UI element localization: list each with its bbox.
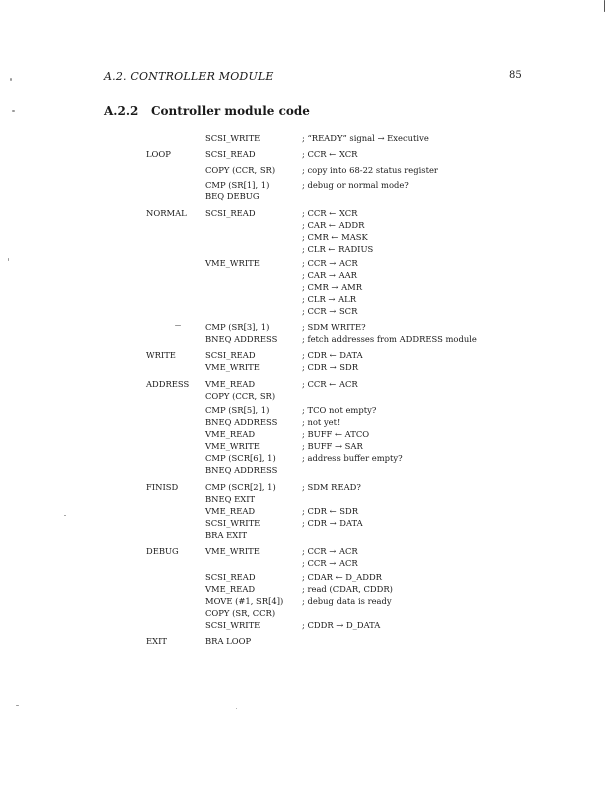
code-comment: ; not yet! bbox=[302, 417, 341, 427]
code-comment: ; CDR → SDR bbox=[302, 362, 359, 372]
scan-speck bbox=[604, 0, 605, 12]
code-instruction: VME_WRITE bbox=[205, 258, 260, 268]
code-instruction: BEQ DEBUG bbox=[205, 191, 260, 201]
code-instruction: COPY (CCR, SR) bbox=[205, 391, 276, 401]
code-instruction: CMP (SCR[2], 1) bbox=[205, 482, 276, 492]
code-comment: ; CCR ← XCR bbox=[302, 208, 358, 218]
code-instruction: BNEQ EXIT bbox=[205, 494, 256, 504]
code-instruction: BNEQ ADDRESS bbox=[205, 417, 278, 427]
code-comment: ; CDR ← SDR bbox=[302, 506, 359, 516]
code-comment: ; debug or normal mode? bbox=[302, 180, 409, 190]
code-comment: ; CLR → ALR bbox=[302, 294, 357, 304]
scan-speck bbox=[16, 705, 19, 706]
section-heading bbox=[104, 104, 310, 118]
code-instruction: BNEQ ADDRESS bbox=[205, 334, 278, 344]
code-instruction: SCSI_WRITE bbox=[205, 518, 261, 528]
code-instruction: BNEQ ADDRESS bbox=[205, 465, 278, 475]
code-comment: ; CCR ← ACR bbox=[302, 379, 358, 389]
section-number: A.2.2 bbox=[104, 104, 139, 118]
code-comment: ; read (CDAR, CDDR) bbox=[302, 584, 393, 594]
code-comment: ; CCR → ACR bbox=[302, 546, 358, 556]
scan-speck bbox=[12, 110, 15, 112]
code-comment: ; SDM READ? bbox=[302, 482, 361, 492]
code-comment: ; CCR ← XCR bbox=[302, 149, 358, 159]
code-instruction: VME_READ bbox=[205, 429, 256, 439]
code-comment: ; CDR ← DATA bbox=[302, 350, 363, 360]
code-label: LOOP bbox=[146, 149, 171, 159]
code-comment: ; CLR ← RADIUS bbox=[302, 244, 374, 254]
code-instruction: MOVE (#1, SR[4]) bbox=[205, 596, 284, 606]
code-instruction: CMP (SR[5], 1) bbox=[205, 405, 270, 415]
code-instruction: COPY (SR, CCR) bbox=[205, 608, 276, 618]
code-label: EXIT bbox=[146, 636, 167, 646]
code-instruction: BRA LOOP bbox=[205, 636, 252, 646]
code-label: ADDRESS bbox=[146, 379, 190, 389]
code-instruction: COPY (CCR, SR) bbox=[205, 165, 276, 175]
code-comment: ; CAR ← ADDR bbox=[302, 220, 365, 230]
code-comment: ; CAR → AAR bbox=[302, 270, 357, 280]
code-instruction: CMP (SR[3], 1) bbox=[205, 322, 270, 332]
code-instruction: VME_WRITE bbox=[205, 546, 260, 556]
code-label: NORMAL bbox=[146, 208, 187, 218]
scan-speck bbox=[64, 515, 66, 516]
code-instruction: VME_READ bbox=[205, 379, 256, 389]
scan-speck bbox=[8, 258, 9, 261]
code-comment: ; CDAR ← D_ADDR bbox=[302, 572, 382, 582]
code-instruction: CMP (SR[1], 1) bbox=[205, 180, 270, 190]
scan-speck bbox=[175, 325, 181, 326]
code-comment: ; TCO not empty? bbox=[302, 405, 377, 415]
code-instruction: SCSI_READ bbox=[205, 572, 256, 582]
code-comment: ; copy into 68-22 status register bbox=[302, 165, 438, 175]
code-instruction: VME_WRITE bbox=[205, 441, 260, 451]
section-title: Controller module code bbox=[151, 104, 310, 118]
scan-speck bbox=[10, 78, 12, 81]
code-comment: ; CMR → AMR bbox=[302, 282, 363, 292]
code-comment: ; debug data is ready bbox=[302, 596, 392, 606]
code-label: WRITE bbox=[146, 350, 176, 360]
running-header-title: A.2. CONTROLLER MODULE bbox=[104, 70, 274, 83]
code-instruction: SCSI_WRITE bbox=[205, 133, 261, 143]
code-comment: ; CDDR → D_DATA bbox=[302, 620, 381, 630]
code-instruction: VME_WRITE bbox=[205, 362, 260, 372]
code-instruction: SCSI_READ bbox=[205, 149, 256, 159]
code-label: DEBUG bbox=[146, 546, 179, 556]
code-comment: ; address buffer empty? bbox=[302, 453, 403, 463]
code-comment: ; CCR → ACR bbox=[302, 558, 358, 568]
code-comment: ; BUFF → SAR bbox=[302, 441, 363, 451]
code-instruction: SCSI_READ bbox=[205, 350, 256, 360]
code-label: FINISD bbox=[146, 482, 179, 492]
scan-speck bbox=[236, 708, 237, 709]
code-instruction: SCSI_READ bbox=[205, 208, 256, 218]
code-instruction: BRA EXIT bbox=[205, 530, 248, 540]
code-comment: ; CMR ← MASK bbox=[302, 232, 368, 242]
code-comment: ; SDM WRITE? bbox=[302, 322, 366, 332]
code-comment: ; CCR → ACR bbox=[302, 258, 358, 268]
code-comment: ; CDR → DATA bbox=[302, 518, 363, 528]
page-number: 85 bbox=[509, 70, 522, 81]
code-instruction: SCSI_WRITE bbox=[205, 620, 261, 630]
code-instruction: VME_READ bbox=[205, 584, 256, 594]
code-instruction: VME_READ bbox=[205, 506, 256, 516]
code-instruction: CMP (SCR[6], 1) bbox=[205, 453, 276, 463]
code-comment: ; fetch addresses from ADDRESS module bbox=[302, 334, 477, 344]
code-comment: ; “READY” signal → Executive bbox=[302, 133, 429, 143]
code-comment: ; CCR → SCR bbox=[302, 306, 358, 316]
code-comment: ; BUFF ← ATCO bbox=[302, 429, 370, 439]
